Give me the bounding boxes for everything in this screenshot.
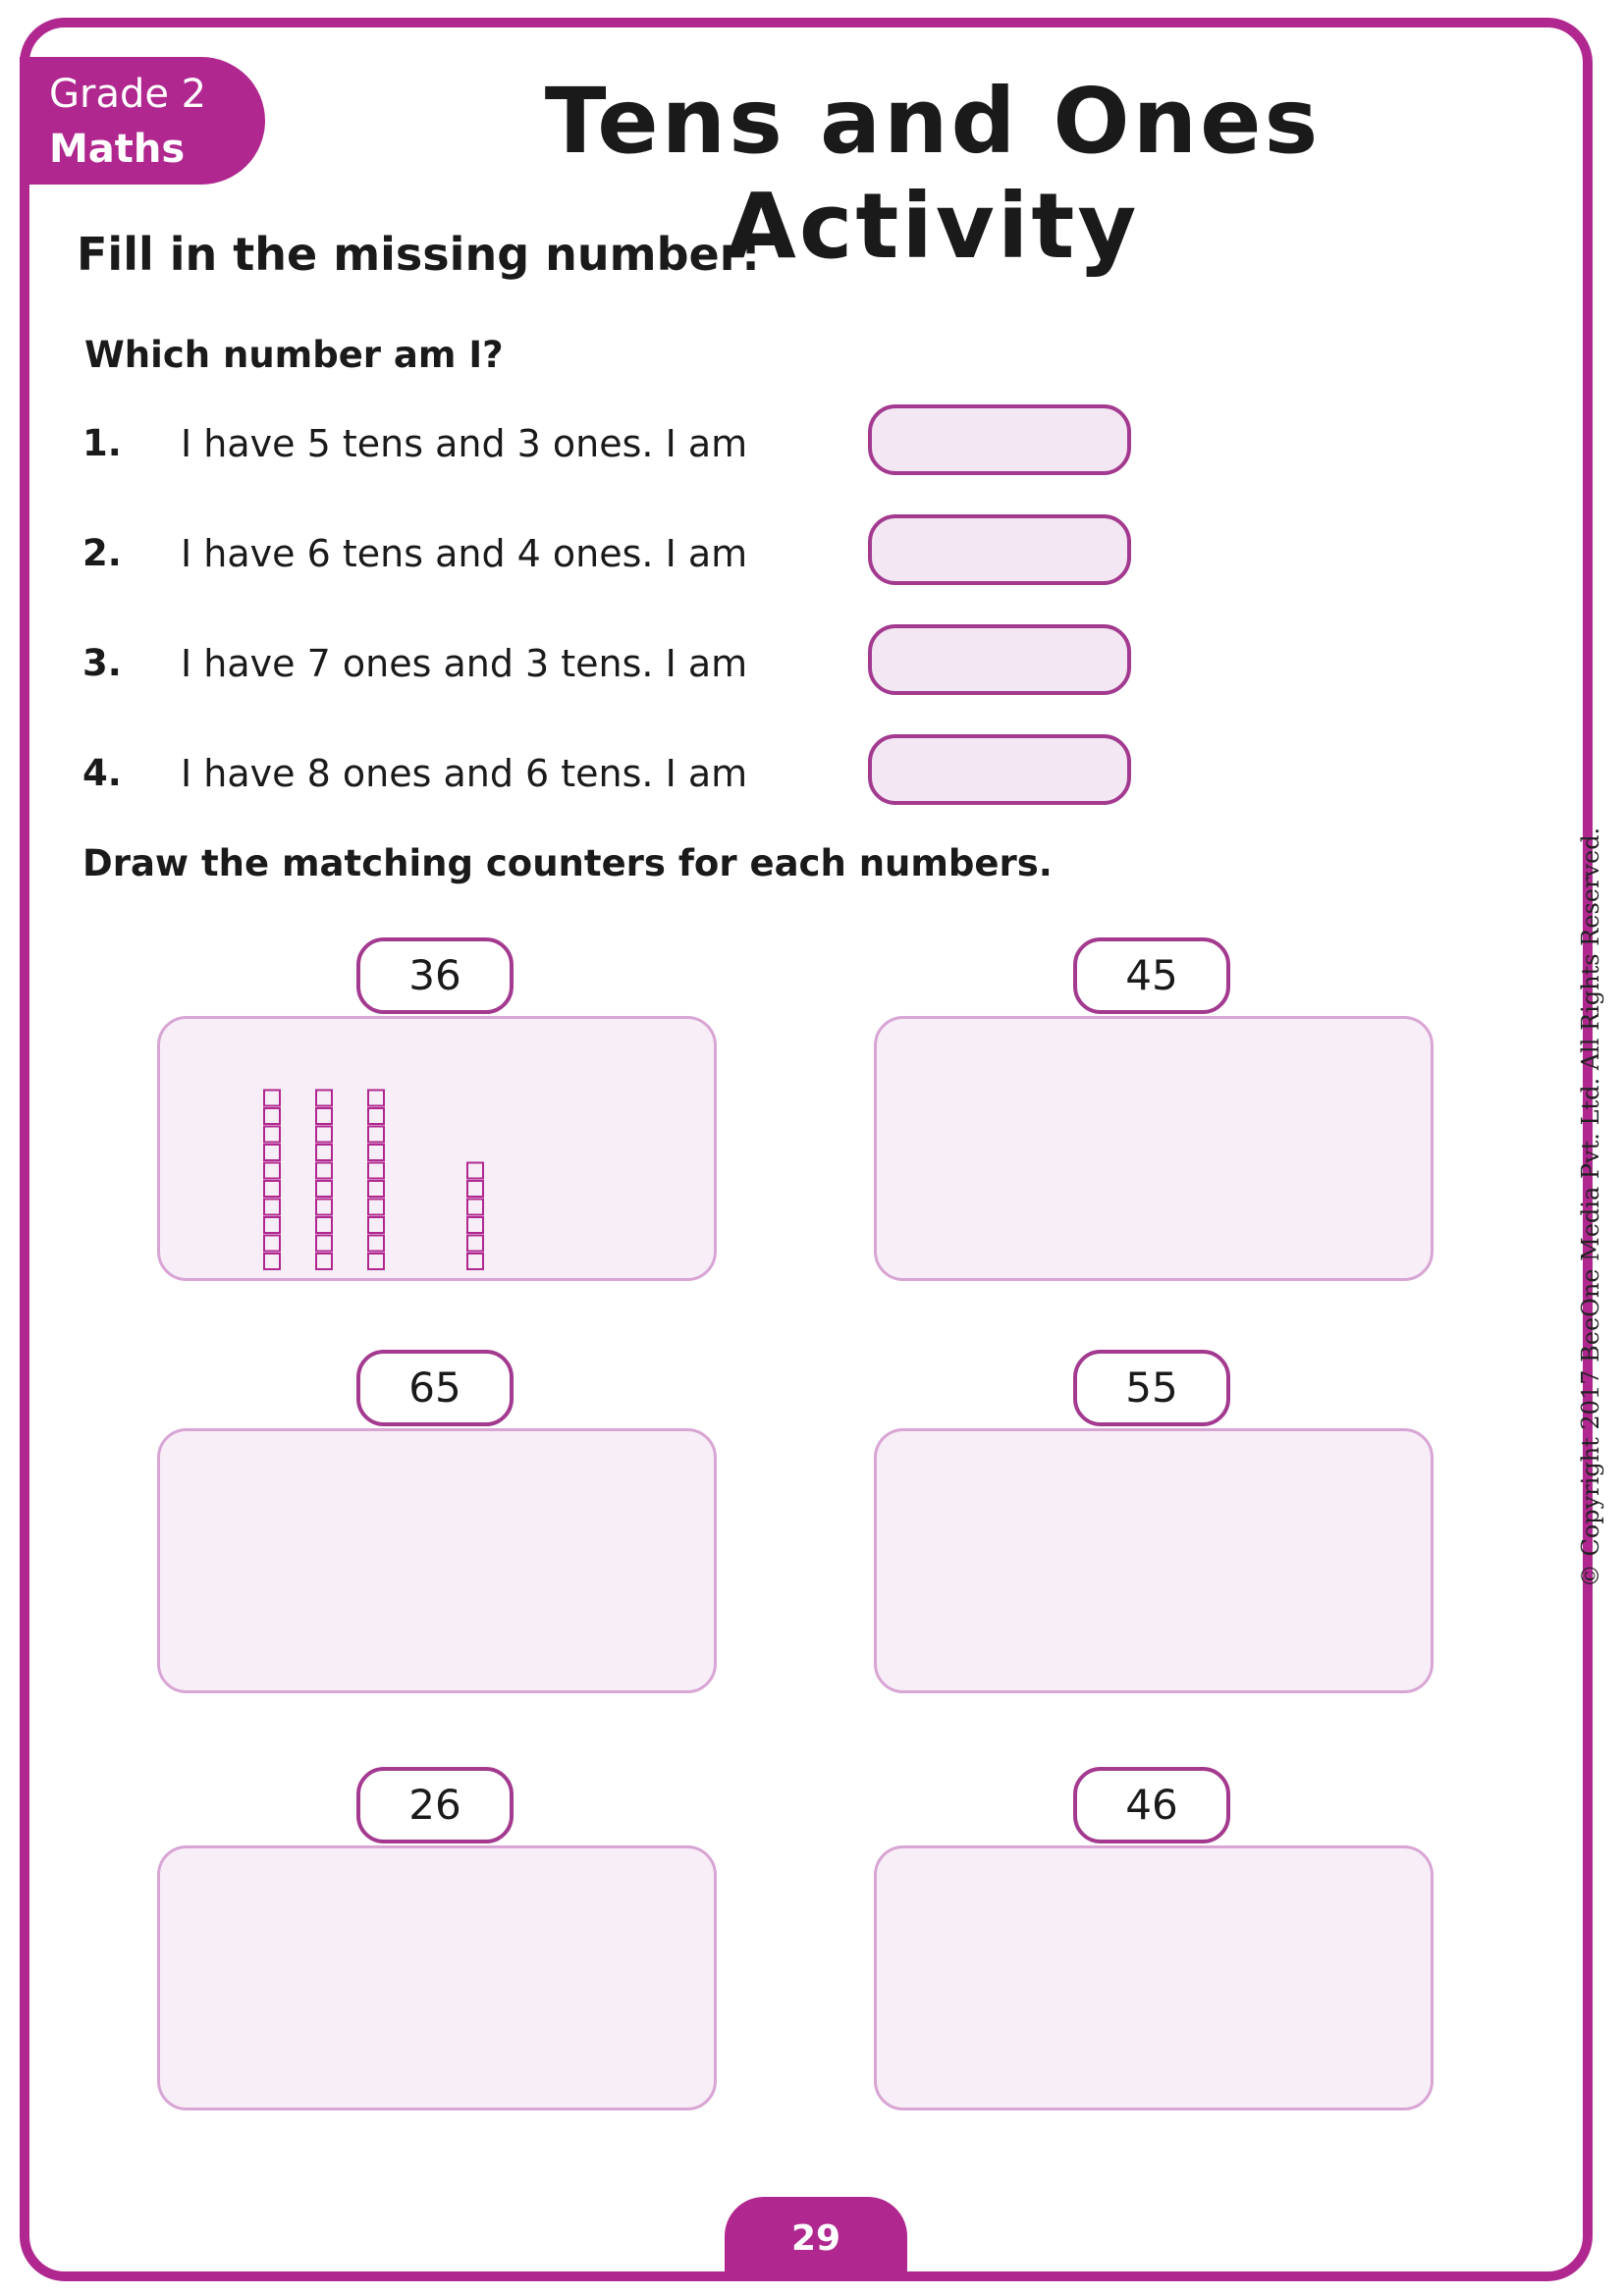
subject-label: Maths <box>49 127 186 172</box>
counter-square <box>467 1181 483 1197</box>
drawing-area[interactable] <box>874 1428 1434 1693</box>
counter-square <box>316 1200 332 1215</box>
counter-square <box>316 1145 332 1160</box>
counter-square <box>368 1145 384 1160</box>
drawing-area[interactable] <box>157 1428 717 1693</box>
counter-square <box>467 1200 483 1215</box>
draw-instruction: Draw the matching counters for each numbers. <box>82 842 1053 884</box>
question-text: I have 5 tens and 3 ones. I am <box>181 422 748 465</box>
counter-square <box>316 1236 332 1252</box>
counter-square <box>264 1108 280 1124</box>
section-instruction: Fill in the missing number: <box>77 228 760 281</box>
counter-square <box>467 1236 483 1252</box>
page-number: 29 <box>725 2197 907 2281</box>
counter-card-4 <box>874 1350 1434 1693</box>
question-number: 3. <box>82 642 122 684</box>
answer-box-1[interactable] <box>868 404 1131 475</box>
counter-square <box>467 1217 483 1233</box>
number-label: 26 <box>356 1767 514 1843</box>
number-label: 36 <box>356 937 514 1014</box>
counter-square <box>264 1254 280 1269</box>
counter-square <box>264 1127 280 1143</box>
number-label: 65 <box>356 1350 514 1426</box>
question-number: 1. <box>82 422 122 464</box>
counter-square <box>467 1254 483 1269</box>
counter-square <box>316 1108 332 1124</box>
drawing-area[interactable] <box>874 1016 1434 1281</box>
drawing-area[interactable] <box>157 1845 717 2110</box>
counter-square <box>368 1091 384 1106</box>
counter-square <box>368 1163 384 1179</box>
question-number: 4. <box>82 752 122 794</box>
counter-square <box>316 1163 332 1179</box>
question-text: I have 7 ones and 3 tens. I am <box>181 642 748 685</box>
counter-square <box>368 1108 384 1124</box>
counter-square <box>264 1217 280 1233</box>
counter-square <box>368 1127 384 1143</box>
number-label: 46 <box>1073 1767 1230 1843</box>
counter-square <box>368 1236 384 1252</box>
question-text: I have 8 ones and 6 tens. I am <box>181 752 748 795</box>
number-label: 55 <box>1073 1350 1230 1426</box>
drawing-area[interactable] <box>874 1845 1434 2110</box>
counter-square <box>316 1254 332 1269</box>
counter-card-6 <box>874 1767 1434 2110</box>
counter-card-1 <box>157 937 717 1281</box>
counter-square <box>316 1181 332 1197</box>
counter-square <box>264 1145 280 1160</box>
counter-square <box>264 1200 280 1215</box>
counter-card-5 <box>157 1767 717 2110</box>
counter-drawing <box>160 1019 720 1284</box>
answer-box-4[interactable] <box>868 734 1131 805</box>
number-label: 45 <box>1073 937 1230 1014</box>
counter-square <box>316 1217 332 1233</box>
counter-card-2 <box>874 937 1434 1281</box>
counter-square <box>264 1163 280 1179</box>
question-1 <box>82 404 1163 483</box>
counter-square <box>316 1091 332 1106</box>
counter-square <box>368 1254 384 1269</box>
counter-square <box>368 1181 384 1197</box>
drawing-area[interactable] <box>157 1016 717 1281</box>
counter-square <box>368 1217 384 1233</box>
counter-square <box>264 1236 280 1252</box>
question-4 <box>82 734 1163 813</box>
counter-square <box>264 1181 280 1197</box>
counter-card-3 <box>157 1350 717 1693</box>
question-text: I have 6 tens and 4 ones. I am <box>181 532 748 575</box>
question-2 <box>82 514 1163 593</box>
counter-square <box>467 1163 483 1179</box>
counter-square <box>368 1200 384 1215</box>
answer-box-2[interactable] <box>868 514 1131 585</box>
answer-box-3[interactable] <box>868 624 1131 695</box>
page-title: Tens and Ones Activity <box>544 69 1322 279</box>
question-prompt: Which number am I? <box>84 334 504 376</box>
question-3 <box>82 624 1163 703</box>
grade-label: Grade 2 <box>49 72 207 117</box>
counter-square <box>316 1127 332 1143</box>
grade-tab <box>20 57 265 185</box>
copyright-notice: © Copyright 2017 BeeOne Media Pvt. Ltd. All Rights Reserved. <box>1577 827 1604 1588</box>
counter-square <box>264 1091 280 1106</box>
question-number: 2. <box>82 532 122 574</box>
